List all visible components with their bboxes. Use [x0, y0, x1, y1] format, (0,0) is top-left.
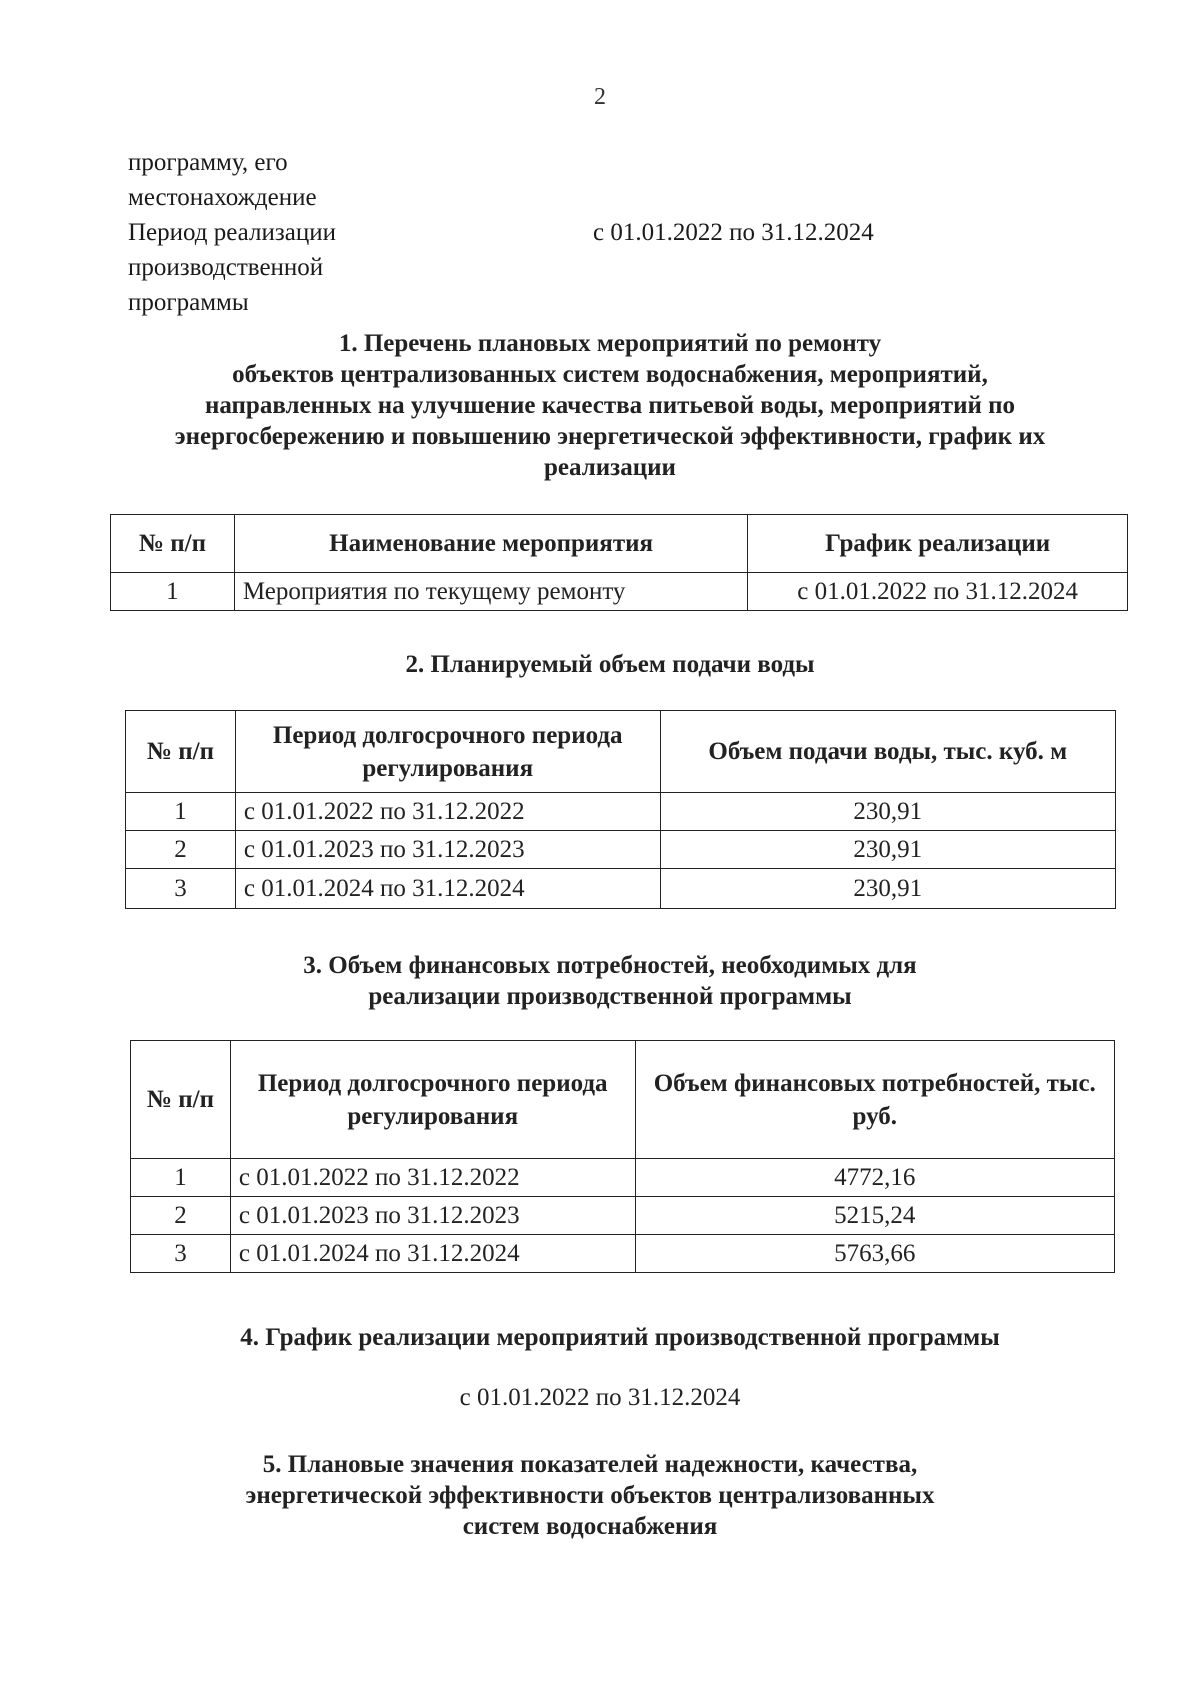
- cell-number: 1: [131, 1159, 231, 1197]
- table-row: [131, 1197, 1115, 1235]
- intro-value: [498, 285, 1088, 320]
- heading-line: 5. Плановые значения показателей надежности, качества,: [262, 1451, 918, 1478]
- intro-block: [128, 145, 1088, 320]
- cell-amount: 5763,66: [635, 1235, 1114, 1273]
- table-row: [131, 1235, 1115, 1273]
- table-row: [126, 831, 1116, 869]
- cell-amount: 4772,16: [635, 1159, 1114, 1197]
- intro-row: [128, 180, 1088, 215]
- intro-label: программу, его: [128, 149, 288, 176]
- table-row: [111, 573, 1128, 611]
- cell-number: 1: [126, 793, 236, 831]
- page-number: 2: [594, 84, 606, 110]
- col-header-number: № п/п: [126, 711, 236, 793]
- cell-period: с 01.01.2023 по 31.12.2023: [235, 831, 660, 869]
- table-row: [126, 869, 1116, 909]
- table-row: [131, 1159, 1115, 1197]
- heading-line: энергосбережению и повышению энергетической эффективности, график их: [174, 423, 1046, 450]
- cell-period: с 01.01.2022 по 31.12.2022: [235, 793, 660, 831]
- cell-number: 1: [111, 573, 235, 611]
- cell-period: с 01.01.2024 по 31.12.2024: [230, 1235, 635, 1273]
- col-header-number: № п/п: [131, 1041, 231, 1159]
- table-header-row: [126, 711, 1116, 793]
- intro-value: [498, 180, 1088, 215]
- table-header-row: [111, 515, 1128, 573]
- cell-number: 2: [131, 1197, 231, 1235]
- cell-number: 3: [131, 1235, 231, 1273]
- cell-number: 3: [126, 869, 236, 909]
- heading-line: реализации: [544, 454, 676, 481]
- cell-volume: 230,91: [660, 793, 1115, 831]
- table-header-row: [131, 1041, 1115, 1159]
- col-header-period: Период долгосрочного периода регулирования: [230, 1041, 635, 1159]
- intro-label: местонахождение: [128, 184, 317, 211]
- heading-line: энергетической эффективности объектов централизованных: [245, 1482, 935, 1509]
- financial-needs-table: [130, 1040, 1115, 1273]
- heading-line: реализации производственной программы: [368, 983, 852, 1010]
- table-row: [126, 793, 1116, 831]
- heading-line: объектов централизованных систем водоснабжения, мероприятий,: [232, 361, 988, 388]
- intro-value: [498, 250, 1088, 285]
- cell-period: с 01.01.2022 по 31.12.2022: [230, 1159, 635, 1197]
- heading-line: 3. Объем финансовых потребностей, необходимых для: [303, 952, 917, 979]
- cell-volume: 230,91: [660, 831, 1115, 869]
- cell-period: с 01.01.2023 по 31.12.2023: [230, 1197, 635, 1235]
- section4-period: с 01.01.2022 по 31.12.2024: [459, 1384, 741, 1411]
- col-header-period: Период долгосрочного периода регулирования: [235, 711, 660, 793]
- cell-measure: Мероприятия по текущему ремонту: [234, 573, 747, 611]
- cell-schedule: с 01.01.2022 по 31.12.2024: [748, 573, 1128, 611]
- water-supply-table: [125, 710, 1116, 909]
- intro-row: [128, 285, 1088, 320]
- intro-row: [128, 215, 1088, 250]
- intro-value-period: с 01.01.2022 по 31.12.2024: [593, 219, 874, 246]
- cell-amount: 5215,24: [635, 1197, 1114, 1235]
- section5-heading: [90, 1449, 1090, 1542]
- cell-number: 2: [126, 831, 236, 869]
- intro-row: [128, 250, 1088, 285]
- col-header-schedule: График реализации: [748, 515, 1128, 573]
- section1-heading: [110, 328, 1110, 483]
- heading-line: систем водоснабжения: [462, 1513, 718, 1540]
- intro-label: Период реализации: [128, 219, 336, 246]
- col-header-financial-volume: Объем финансовых потребностей, тыс. руб.: [635, 1041, 1114, 1159]
- cell-volume: 230,91: [660, 869, 1115, 909]
- heading-line: направленных на улучшение качества питьевой воды, мероприятий по: [204, 392, 1016, 419]
- section2-heading: 2. Планируемый объем подачи воды: [405, 651, 815, 678]
- col-header-measure-name: Наименование мероприятия: [234, 515, 747, 573]
- intro-label: программы: [128, 289, 249, 316]
- col-header-number: № п/п: [111, 515, 235, 573]
- heading-line: 1. Перечень плановых мероприятий по ремонту: [338, 330, 882, 357]
- intro-row: [128, 145, 1088, 180]
- section3-heading: [110, 950, 1110, 1012]
- measures-table: [110, 514, 1128, 611]
- cell-period: с 01.01.2024 по 31.12.2024: [235, 869, 660, 909]
- intro-label: производственной: [128, 254, 324, 281]
- col-header-volume: Объем подачи воды, тыс. куб. м: [660, 711, 1115, 793]
- section4-heading: 4. График реализации мероприятий производственной программы: [240, 1324, 1000, 1351]
- intro-value: [498, 145, 1088, 180]
